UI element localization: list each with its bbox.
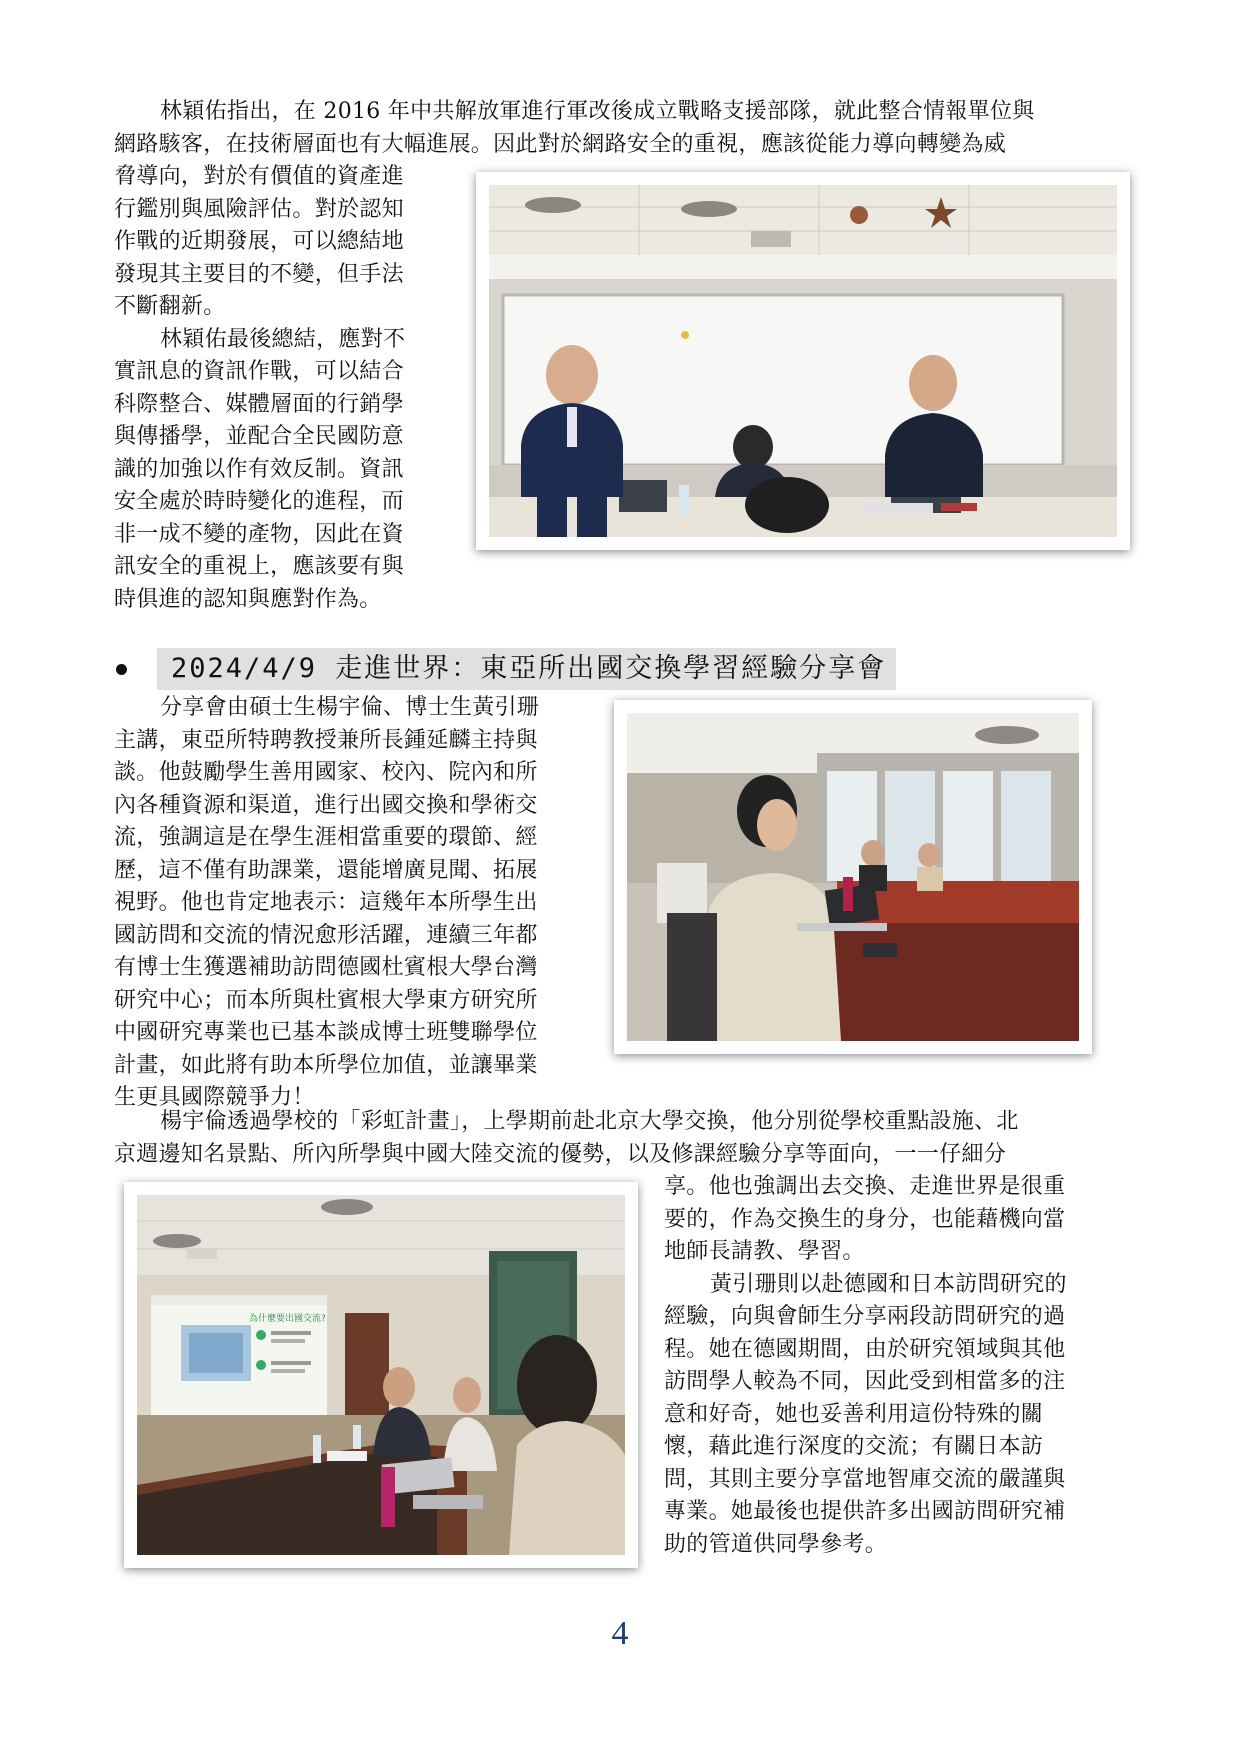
text-line: 要的，作為交換生的身分，也能藉機向當: [664, 1206, 1066, 1232]
text-line: 程。她在德國期間，由於研究領域與其他: [664, 1336, 1066, 1362]
text-line: 作戰的近期發展，可以總結地: [114, 229, 404, 254]
slide-title: 為什麼要出國交流?: [249, 1314, 326, 1324]
text-line: 林穎佑最後總結，應對不: [160, 326, 406, 352]
text-line: 安全處於時時變化的進程，而: [114, 489, 404, 514]
text-line: 地師長請教、學習。: [664, 1239, 865, 1264]
text-line: 識的加強以作有效反制。資訊: [114, 456, 404, 482]
text-line: 中國研究專業也已基本談成博士班雙聯學位: [114, 1020, 538, 1045]
text-line: 訊安全的重視上，應該要有與: [114, 554, 404, 579]
text-line: 經驗，向與會師生分享兩段訪問研究的過: [664, 1304, 1066, 1329]
photo-classroom-projection: [124, 1182, 638, 1568]
right-column-text: [664, 1171, 1124, 1561]
text-line: 懷，藉此進行深度的交流；有關日本訪: [664, 1434, 1044, 1459]
text-line: 問，其則主要分享當地智庫交流的嚴謹與: [664, 1466, 1066, 1492]
text-line: 主講，東亞所特聘教授兼所長鍾延麟主持與: [114, 727, 538, 753]
text-line: 專業。她最後也提供許多出國訪問研究補: [664, 1499, 1066, 1524]
section-paragraph-1: [114, 692, 594, 1115]
text-line: 不斷翻新。: [114, 294, 226, 319]
section-paragraph-2: [114, 1106, 1124, 1171]
section-heading-text: 2024/4/9 走進世界：東亞所出國交換學習經驗分享會: [157, 648, 896, 690]
text-line: 行鑑別與風險評估。對於認知: [114, 196, 404, 222]
bullet-icon: [116, 664, 127, 675]
page-number: 4: [611, 1615, 629, 1652]
text-line: 視野。他也肯定地表示：這幾年本所學生出: [114, 890, 538, 915]
text-line: 意和好奇，她也妥善利用這份特殊的關: [664, 1401, 1044, 1427]
text-line: 發現其主要目的不變，但手法: [114, 261, 404, 287]
text-line: 京週邊知名景點、所內所學與中國大陸交流的優勢，以及修課經驗分享等面向，一一仔細分: [114, 1141, 1007, 1167]
photo-speakers-whiteboard: [476, 172, 1130, 550]
left-column-text-1: [114, 161, 444, 616]
text-line: 非一成不變的產物，因此在資: [114, 521, 404, 547]
text-line: 林穎佑指出，在 2016 年中共解放軍進行軍改後成立戰略支援部隊，就此整合情報單位與: [160, 99, 1035, 124]
text-line: 與傳播學，並配合全民國防意: [114, 424, 404, 449]
text-line: 分享會由碩士生楊宇倫、博士生黃引珊: [160, 695, 540, 720]
text-line: 有博士生獲選補助訪問德國杜賓根大學台灣: [114, 955, 538, 980]
text-line: 計畫，如此將有助本所學位加值，並讓畢業: [114, 1052, 538, 1078]
text-line: 脅導向，對於有價值的資產進: [114, 164, 404, 189]
text-line: 楊宇倫透過學校的「彩虹計畫」，上學期前赴北京大學交換，他分別從學校重點設施、北: [160, 1109, 1019, 1134]
text-line: 時俱進的認知與應對作為。: [114, 586, 382, 612]
text-line: 研究中心；而本所與杜賓根大學東方研究所: [114, 987, 538, 1013]
section-heading: [114, 648, 934, 690]
text-line: 科際整合、媒體層面的行銷學: [114, 391, 404, 417]
text-line: 黃引珊則以赴德國和日本訪問研究的: [710, 1271, 1067, 1297]
text-line: 享。他也強調出去交換、走進世界是很重: [664, 1174, 1066, 1199]
text-line: 國訪問和交流的情況愈形活躍，連續三年都: [114, 922, 538, 948]
text-line: 實訊息的資訊作戰，可以結合: [114, 359, 404, 384]
photo-presenter-laptop: [614, 700, 1092, 1054]
text-line: 網路駭客，在技術層面也有大幅進展。因此對於網路安全的重視，應該從能力導向轉變為威: [114, 131, 1007, 157]
text-line: 助的管道供同學參考。: [664, 1531, 888, 1557]
top-paragraph: [114, 96, 1124, 161]
text-line: 內各種資源和渠道，進行出國交換和學術交: [114, 792, 538, 818]
text-line: 歷，這不僅有助課業，還能增廣見聞、拓展: [114, 857, 538, 883]
text-line: 生更具國際競爭力！: [114, 1085, 315, 1110]
text-line: 談。他鼓勵學生善用國家、校內、院內和所: [114, 760, 538, 785]
text-line: 流，強調這是在學生涯相當重要的環節、經: [114, 825, 538, 850]
text-line: 訪問學人較為不同，因此受到相當多的注: [664, 1369, 1066, 1394]
